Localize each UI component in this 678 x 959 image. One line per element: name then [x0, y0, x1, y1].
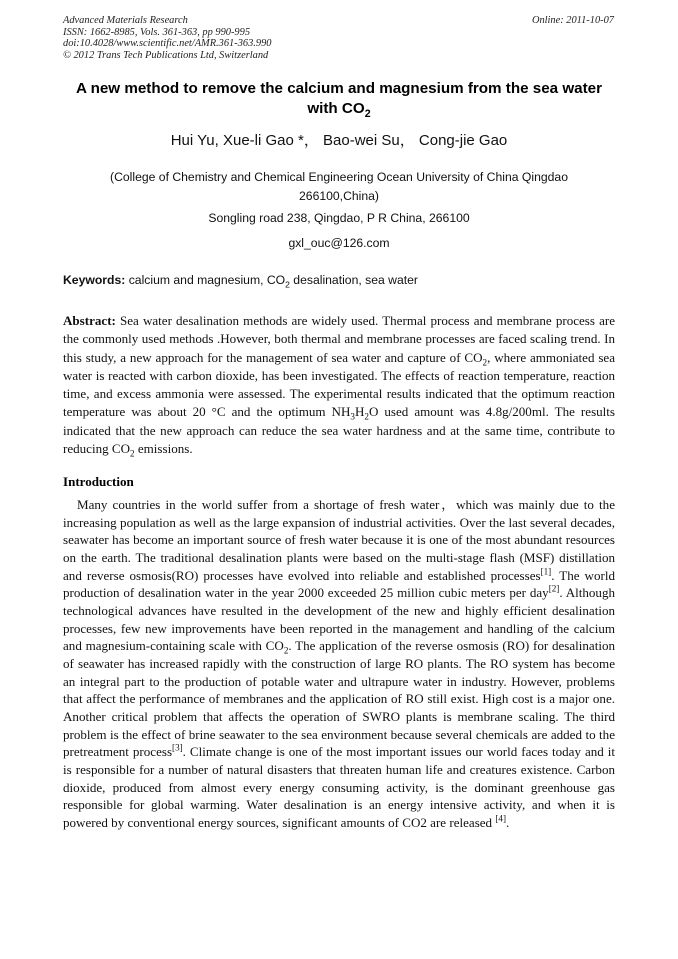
introduction-heading: Introduction	[63, 474, 134, 489]
doi-line: doi:10.4028/www.scientific.net/AMR.361-363.990	[63, 38, 272, 50]
keywords-text-2: desalination, sea water	[289, 273, 418, 287]
citation-3: [3]	[172, 742, 183, 753]
abstract-text-3: H	[354, 404, 365, 420]
abstract-text-1: Sea water desalination methods are widely used. Thermal process and membrane process are the commonly used methods .However, both thermal and membrane processes are faced scaling trend. In this study, a new approach for the management of sea water and capture of CO	[63, 313, 615, 365]
title-line-2	[52, 99, 626, 119]
abstract-text-5: emissions.	[134, 441, 193, 457]
intro-text-3: . Although technological advances have resulted in the development of the new and highly efficient desalination processes, few new improvements have been reported in the management and handling of the calcium and magnesium-containing scale with CO	[63, 585, 616, 654]
title-line-2-text: with CO	[307, 100, 365, 117]
intro-text-6: .	[505, 814, 510, 830]
abstract-sub-4: 2	[130, 448, 135, 459]
abstract-label: Abstract:	[63, 313, 116, 328]
keywords-text-1: calcium and magnesium, CO	[125, 273, 286, 287]
keywords	[63, 272, 615, 288]
contact-email: gxl_ouc@126.com	[288, 236, 390, 250]
keywords-subscript: 2	[285, 279, 290, 290]
copyright-line: © 2012 Trans Tech Publications Ltd, Switzerland	[63, 49, 269, 61]
title-subscript: 2	[364, 108, 371, 121]
intro-text-5: . Climate change is one of the most important issues our world faces today and it is responsible for a number of natural disasters that threaten human life and creatures existence. Carbon dioxide, produced from almost every energy consuming activity, is the dominant greenhouse gas responsible for global warming. Water desalination is an energy intensive activity, and when it is powered by conventional energy sources, significant amounts of CO2 are released	[63, 744, 616, 830]
author-list: Hui Yu, Xue-li Gao *， Bao-wei Su， Cong-jie Gao	[170, 132, 508, 149]
postal-address: Songling road 238, Qingdao, P R China, 266100	[208, 211, 470, 225]
intro-subscript: 2	[283, 645, 289, 656]
affiliation	[70, 168, 608, 207]
introduction-paragraph	[63, 496, 615, 831]
issn-line: ISSN: 1662-8985, Vols. 361-363, pp 990-995	[63, 26, 251, 38]
abstract-text-2: , where ammoniated sea water is reacted with carbon dioxide, has been investigated. The effects of reaction temperature, reaction time, and excess ammonia were assessed. The experimental results indicated that the optimum reaction temperature was about 20 °C and the optimum NH	[63, 349, 615, 420]
keywords-label: Keywords:	[63, 273, 126, 287]
abstract-text-4: O used amount was 4.8g/200ml. The results indicated that the new approach can reduce the sea water hardness and at the same time, contribute to reducing CO	[63, 404, 615, 457]
journal-header	[63, 15, 271, 61]
affiliation-line-1: (College of Chemistry and Chemical Engineering Ocean University of China Qingdao	[110, 170, 568, 184]
online-date: Online: 2011-10-07	[531, 15, 614, 26]
intro-text-2: . The world production of desalination water in the year 2000 exceeded 25 million cubic meters per day	[63, 567, 615, 601]
citation-2: [2]	[548, 583, 560, 594]
abstract-sub-3: 2	[364, 412, 369, 423]
affiliation-line-2: 266100,China)	[299, 189, 379, 204]
title-line-1: A new method to remove the calcium and magnesium from the sea water	[75, 80, 603, 97]
intro-text-1: Many countries in the world suffer from a shortage of fresh water，which was mainly due to the increasing population as well as the large expansion of industrial activities. Over the last several decades, seawater has become an important source of fresh water because it is one of the most abundant resources on the earth. The traditional desalination plants were based on the multi-stage flash (MSF) distillation and reverse osmosis(RO) processes have evolved into reliable and established processes	[63, 497, 615, 583]
abstract-sub-1: 2	[482, 357, 488, 368]
abstract	[63, 312, 615, 458]
citation-4: [4]	[495, 813, 506, 824]
citation-1: [1]	[540, 566, 552, 577]
abstract-sub-2: 3	[350, 412, 355, 423]
journal-name: Advanced Materials Research	[63, 15, 188, 26]
intro-text-4: . The application of the reverse osmosis (RO) for desalination of seawater has increased rapidly with the construction of large RO plants. The RO system has become an integral part to the production of potable water and ultrapure water in industry. However, problems that affect the performance of membranes and the application of RO still exist. High cost is a major one. Another critical problem that affects the operation of SWRO plants is membrane scaling. The third problem is the effect of brine seawater to the sea environment because several chemicals are added to the pretreatment process	[63, 638, 615, 760]
paper-title	[52, 79, 626, 119]
